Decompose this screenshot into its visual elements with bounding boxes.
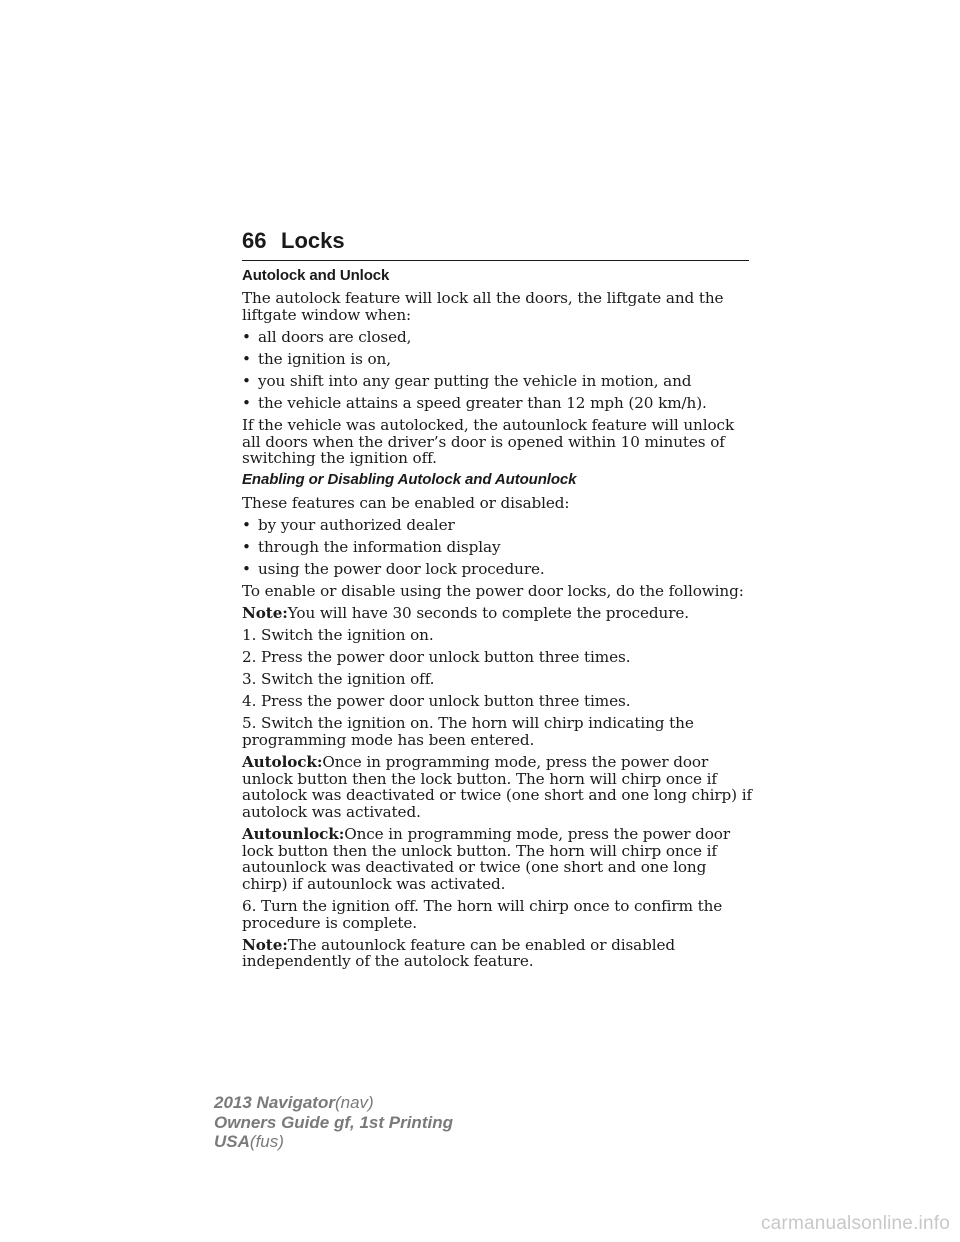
page-header [242, 228, 749, 261]
autounlock-mode-paragraph [242, 826, 752, 892]
list-item: • the vehicle attains a speed greater than 12 mph (20 km/h). [242, 394, 707, 413]
step-item: 1. Switch the ignition on. [242, 626, 434, 645]
list-item: • by your authorized dealer [242, 515, 455, 534]
section-title: Locks [281, 228, 345, 253]
step-item: 2. Press the power door unlock button three times. [242, 648, 631, 667]
footer-line: Owners Guide gf, 1st Printing [214, 1112, 453, 1132]
footer-line: USA(fus) [214, 1132, 284, 1151]
autounlock-label: Autounlock: [242, 825, 345, 844]
bullet-icon: • [242, 537, 251, 556]
note-text: The autounlock feature can be enabled or disabled independently of the autolock feature. [242, 935, 676, 971]
list-item: • using the power door lock procedure. [242, 559, 545, 578]
bullet-icon: • [242, 371, 251, 390]
bullet-icon: • [242, 349, 251, 368]
note-label: Note: [242, 604, 288, 622]
enabling-intro: These features can be enabled or disabled: [242, 493, 570, 512]
list-item: • you shift into any gear putting the vehicle in motion, and [242, 371, 692, 390]
list-item: • all doors are closed, [242, 327, 412, 346]
autolock-intro: The autolock feature will lock all the doors, the liftgate and the liftgate window when: [242, 289, 724, 324]
list-item: • the ignition is on, [242, 349, 391, 368]
page-number: 66 [242, 228, 267, 253]
autounlock-text: Once in programming mode, press the power door lock button then the unlock button. The horn will chirp once if autounlock was deactivated or twice (one short and one long chirp) if autounlock was activated. [242, 825, 731, 893]
autolock-paragraph [242, 754, 752, 820]
page-content [242, 268, 752, 975]
bullet-icon: • [242, 515, 251, 534]
footer-line: 2013 Navigator(nav) [214, 1093, 374, 1112]
print-footer [214, 1093, 453, 1152]
procedure-intro: To enable or disable using the power door locks, do the following: [242, 581, 744, 600]
bullet-icon: • [242, 394, 251, 413]
autounlock-paragraph: If the vehicle was autolocked, the autounlock feature will unlock all doors when the driver’s door is opened within 10 minutes of switching the ignition off. [242, 416, 735, 468]
autolock-label: Autolock: [242, 753, 323, 772]
step-item: 5. Switch the ignition on. The horn will chirp indicating the programming mode has been entered. [242, 714, 694, 750]
autolock-text: Once in programming mode, press the power door unlock button then the lock button. The horn will chirp once if autolock was deactivated or twice (one short and one long chirp) if autolock was activated. [242, 753, 753, 821]
list-item: • through the information display [242, 537, 501, 556]
step-item: 6. Turn the ignition off. The horn will chirp once to confirm the procedure is complete. [242, 896, 723, 932]
note-label: Note: [242, 935, 288, 954]
step-item: 4. Press the power door unlock button three times. [242, 692, 631, 711]
autolock-heading: Autolock and Unlock [242, 267, 390, 284]
enabling-heading: Enabling or Disabling Autolock and Autounlock [242, 471, 577, 489]
step-item: 3. Switch the ignition off. [242, 670, 435, 689]
note-paragraph [242, 937, 752, 970]
note-paragraph [242, 605, 752, 622]
note-text: You will have 30 seconds to complete the procedure. [287, 604, 690, 622]
watermark: carmanualsonline.info [760, 1213, 950, 1234]
bullet-icon: • [242, 327, 251, 346]
bullet-icon: • [242, 559, 251, 578]
